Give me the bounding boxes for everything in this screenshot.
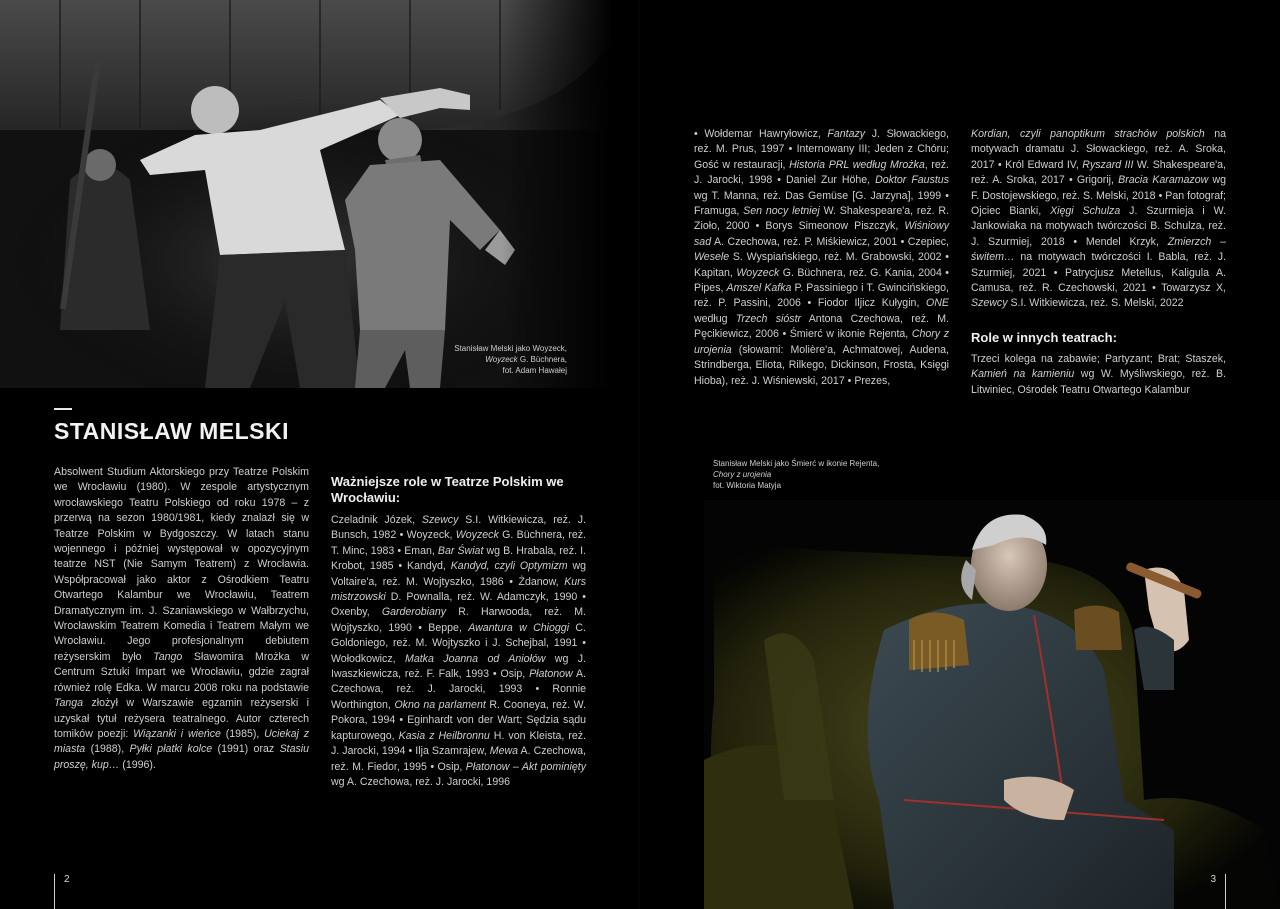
italic-title-segment: Fantazy [827,128,866,140]
italic-title-segment: Ryszard III [1082,158,1134,171]
other-theatres-heading: Role w innych teatrach: [971,329,1117,345]
italic-title-segment: Chory z urojenia [694,328,949,356]
caption-line-1: Stanisław Melski jako Śmierć w ikonie Rejenta, [713,459,880,468]
italic-title-segment: Płatonow – Akt pominięty [465,760,586,773]
text-segment: według [694,312,736,325]
text-segment: , reż. J. Jarocki, 1998 • Daniel Zur Höhe, [694,158,949,187]
text-segment: • Wołdemar Hawryłowicz, [694,128,828,140]
italic-title-segment: ONE [926,297,949,310]
italic-title-segment: Kurs mistrzowski [331,575,586,604]
text-segment: G. Büchnera, reż. T. Minc, 1983 • Eman, [331,529,586,557]
text-segment: Sławomira Mrożka w Centrum Sztuki Impart we Wrocławiu, gdzie zagrał również rolę Edka. W marcu 2008 roku na podstawie [54,650,309,694]
italic-title-segment: Woyzeck [736,266,780,279]
text-segment: wg B. Hrabala, reż. I. Krobot, 1985 • Kandyd, [331,544,586,573]
text-segment: wg Voltaire'a, reż. M. Wojtyszko, 1986 • Żdanow, [331,560,586,588]
text-segment: A. Czechowa, reż. J. Jarocki, 1993 • Ronnie Worthington, [331,668,586,711]
italic-title-segment: Amszel Kafka [726,282,792,295]
text-segment: (1991) oraz [212,743,280,756]
page-number: 2 [64,874,70,885]
text-segment: Antona Czechowa, reż. M. Pęcikiewicz, 2006 • Śmierć w ikonie Rejenta, [694,312,949,341]
text-segment: wg J. Iwaszkiewicza, reż. F. Falk, 1993 • Osip, [331,652,587,681]
italic-title-segment: Trzech sióstr [735,312,802,325]
portrait-photo-image [704,500,1280,909]
italic-title-segment: Tango [153,650,183,663]
text-segment: G. Büchnera, reż. G. Kania, 2004 • Pipes, [694,266,949,295]
text-segment: Absolwent Studium Aktorskiego przy Teatrze Polskim we Wrocławiu (1980). W zespole artystycznym wrocławskiego Teatru Polskiego od roku 1978 – z przerwą na sezon 1980/1981, kiedy znalazł się w Teatrze Polskim w Bydgoszczy. W latach stanu wojennego i później występował w opozycyjnym teatrze NST (Nie Samym Teatrem) z Wrocławia. Współpracował jako aktor z Ośrodkiem Teatru Otwartego Kalambur we Wrocławiu, Teatrem Dramatycznym im. J. Szaniawskiego w Wałbrzychu, Wrocławskim Teatrem Komedia i Teatrem Małym we Wrocławiu. Jego profesjonalnym debiutem reżyserskim było [54,466,309,663]
text-segment: H. von Kleista, reż. J. Jarocki, 1994 • Ilja Szamrajew, [331,729,586,758]
text-segment: W. Shakespeare'a, reż. R. Zioło, 2000 • Borys Simeonow Piszczyk, [694,205,950,233]
page-number: 3 [1210,874,1216,885]
roles-list-column-3 [971,127,1226,398]
text-segment: (1996). [119,758,156,771]
caption-play-author: G. Büchnera, [517,355,567,364]
italic-title-segment: Stasiu proszę, kup… [54,743,310,771]
text-segment: S.I. Witkiewicza, reż. J. Bunsch, 1982 • Woyzeck, [331,514,586,542]
text-segment: Czeladnik Józek, [331,514,422,526]
italic-title-segment: Tanga [54,697,84,710]
italic-title-segment: Bar Świat [437,544,484,557]
text-segment: złożył w Warszawie egzamin reżyserski i uzyskał tytuł reżysera teatralnego. Autor czterech tomików poezji: [54,697,309,740]
italic-title-segment: Sen nocy letniej [743,205,820,218]
text-segment: S. Wyspiańskiego, reż. M. Grabowski, 2002 • Kapitan, [694,251,949,279]
right-page [640,0,1280,909]
text-segment: W. Shakespeare'a, reż. A. Sroka, 2017 • Grigorij, [971,158,1226,187]
page-number-rule [1225,874,1226,909]
text-segment: wg A. Czechowa, reż. J. Jarocki, 1996 [331,775,510,788]
roles-list-column-1 [331,513,586,790]
page-title: STANISŁAW MELSKI [54,418,290,444]
text-segment: C. Goldoniego, reż. M. Wojtyszko i J. Schejbal, 1991 • Wołodkowicz, [331,621,586,665]
caption-line-2 [713,469,879,480]
italic-title-segment: Historia PRL według Mrożka [789,158,925,171]
caption-play-title: Woyzeck [485,355,518,364]
text-segment: A. Czechowa, reż. P. Miśkiewicz, 2001 • Czepiec, [711,235,949,248]
text-segment: J. Słowackiego, reż. M. Prus, 1997 • Internowany III; Jeden z Chóru; Gość w restauracji, [694,128,949,171]
italic-title-segment: Kasia z Heilbronnu [398,729,490,742]
italic-title-segment: Płatonow [529,668,573,681]
italic-title-segment: Kandyd, czyli Optymizm [450,560,568,573]
italic-title-segment: Szewcy [421,514,459,526]
stage-photo-woyzeck [0,0,612,388]
caption-line-1: Stanisław Melski jako Woyzeck, [454,344,567,353]
italic-title-segment: Kordian, czyli panoptikum strachów polskich [971,128,1205,140]
text-segment: J. Szurmieja i W. Jankowiaka na motywach twórczości B. Schulza, reż. J. Szurmiej, 2018 • Mendel Krzyk, [971,205,1226,248]
caption-line-3: fot. Adam Hawałej [502,366,567,375]
italic-title-segment: Wiązanki i wieńce [133,727,221,740]
italic-title-segment: Kamień na kamieniu [971,368,1075,381]
text-segment: Trzeci kolega na zabawie; Partyzant; Brat; Staszek, [971,352,1226,365]
text-segment: R. Cooneya, reż. W. Pokora, 1994 • Eginhardt von der Wart; Sędzia sądu kapturowego, [331,698,586,742]
roles-list-column-2 [694,127,949,389]
text-segment: wg W. Myśliwskiego, reż. B. Litwiniec, Ośrodek Teatru Otwartego Kalambur [971,368,1226,396]
italic-title-segment: Wesele [694,251,730,264]
italic-title-segment: Uciekaj z miasta [54,727,309,756]
stage-photo-image [0,0,612,388]
text-segment: wg F. Dostojewskiego, reż. S. Melski, 2018 • Pan fotograf; Ojciec Bianki, [971,174,1226,218]
other-theatres-roles [971,352,1226,398]
italic-title-segment: Awantura w Chioggi [468,621,570,634]
caption-line-2 [454,354,567,365]
italic-title-segment: Okno na parlament [394,698,486,711]
page-number-rule [54,874,55,909]
italic-title-segment: Pyłki płatki kolce [129,743,213,756]
biography-text [54,465,309,773]
text-segment: A. Czechowa, reż. M. Fiedor, 1995 • Osip, [331,745,586,773]
text-segment: na motywach dramatu J. Słowackiego, reż. A. Sroka, 2017 • Król Edward IV, [971,128,1226,171]
text-segment: na motywach twórczości I. Babla, reż. J. Szurmiej, 2021 • Patrycjusz Metellus, Kaligula A. Camusa, reż. R. Czechowski, 2021 • Towarzysz X, [971,251,1226,295]
italic-title-segment: Garderobiany [381,606,447,619]
text-segment: S.I. Witkiewicza, reż. S. Melski, 2022 [1007,297,1184,310]
italic-title-segment: Szewcy [971,297,1008,310]
portrait-photo-death [704,500,1280,909]
italic-title-segment: Matka Joanna od Aniołów [405,652,546,665]
text-segment: (1988), [85,743,130,756]
italic-title-segment: Wiśniowy sad [694,220,949,248]
text-segment: wg T. Manna, reż. Das Gemüse [G. Jarzyna], 1999 • Framuga, [694,189,949,218]
text-segment: (słowami: Molière'a, Achmatowej, Audena, Strindberga, Eliota, Rilkego, Dickinson, Frosta, Księgi Hioba), reż. J. Wiśniewski, 2017 • Prezes, [694,343,949,387]
text-segment: (1985), [220,727,265,740]
italic-title-segment: Woyzeck [455,529,499,542]
text-segment: P. Passiniego i T. Gwincińskiego, reż. P. Passini, 2006 • Fiodor Iljicz Kułygin, [694,282,949,310]
italic-title-segment: Doktor Faustus [875,174,949,187]
caption-line-3: fot. Wiktoria Matyja [713,481,782,490]
roles-heading: Ważniejsze role w Teatrze Polskim we Wrocławiu: [331,474,564,505]
caption-play-title: Chory z urojenia [713,470,772,479]
photo-caption-woyzeck [454,343,567,376]
text-segment: D. Pownalla, reż. W. Adamczyk, 1990 • Oxenby, [331,591,586,619]
title-rule [54,408,72,410]
italic-title-segment: Xięgi Schulza [1050,205,1121,218]
text-segment: R. Harwooda, reż. M. Wojtyszko, 1990 • Beppe, [331,606,586,634]
roles-list-column-3-text [971,127,1226,312]
italic-title-segment: Bracia Karamazow [1118,174,1209,187]
italic-title-segment: Zmierzch – świtem… [971,235,1226,264]
italic-title-segment: Mewa [489,745,519,758]
photo-caption-rejent [713,458,879,491]
